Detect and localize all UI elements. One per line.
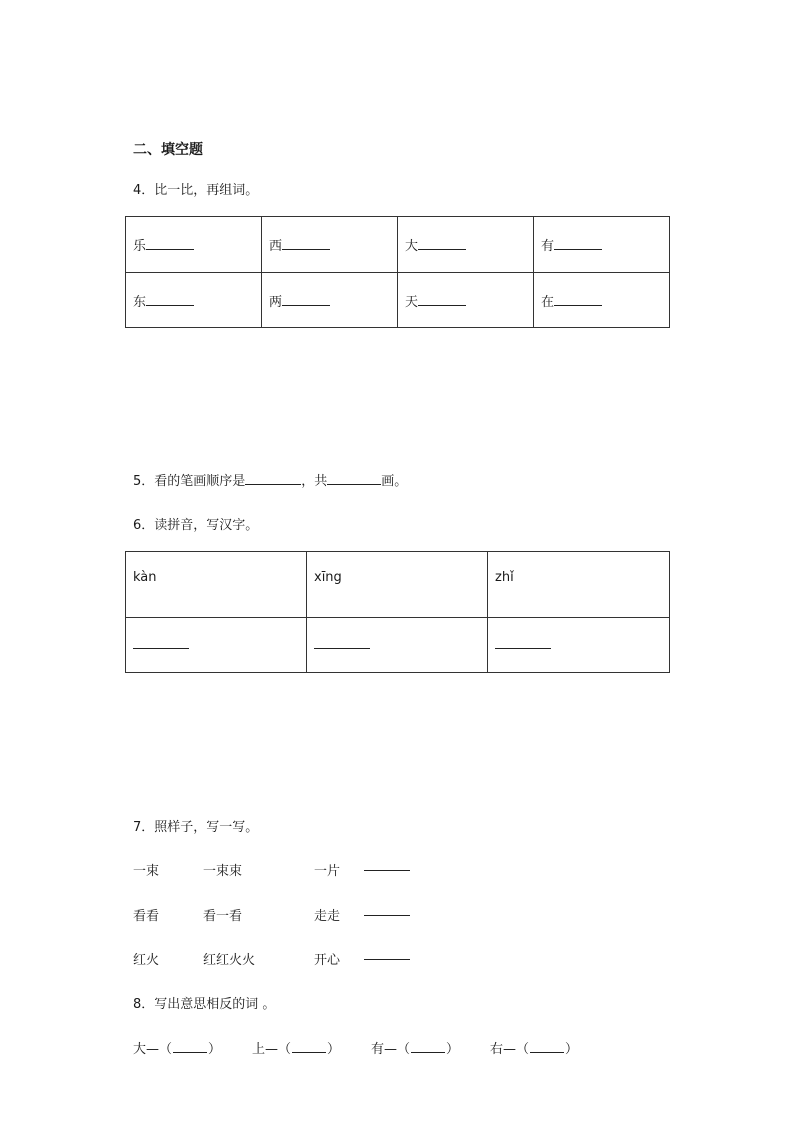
q5-middle: ，共 [301, 474, 328, 489]
q4-cell[interactable] [262, 273, 398, 328]
answer-blank[interactable] [364, 958, 410, 960]
q7-answer[interactable] [364, 860, 410, 875]
answer-blank[interactable] [364, 869, 410, 871]
answer-blank[interactable] [146, 248, 194, 250]
close-paren: ） [565, 1042, 579, 1057]
q7-prompt: 7．照样子，写一写。 [133, 820, 259, 835]
answer-blank[interactable] [411, 1051, 445, 1053]
answer-blank[interactable] [364, 914, 410, 916]
answer-blank[interactable] [173, 1051, 207, 1053]
q4-cell[interactable] [398, 273, 534, 328]
answer-blank[interactable] [554, 248, 602, 250]
q7-word: 看看 [133, 909, 160, 924]
q8-item [371, 1038, 459, 1057]
q4-char: 两 [269, 294, 283, 310]
q5-prefix: 5．看的笔画顺序是 [133, 474, 246, 489]
q4-row-1 [126, 217, 670, 273]
open-paren: （ [278, 1042, 292, 1057]
answer-blank[interactable] [418, 304, 466, 306]
q7-answer[interactable] [364, 905, 410, 920]
answer-blank[interactable] [327, 483, 381, 485]
q8-prompt: 8．写出意思相反的词 。 [133, 997, 276, 1012]
answer-blank[interactable] [282, 248, 330, 250]
pinyin-text: kàn [133, 570, 157, 585]
q4-cell[interactable] [398, 217, 534, 273]
answer-blank[interactable] [418, 248, 466, 250]
q4-cell[interactable] [126, 217, 262, 273]
q4-char: 乐 [133, 239, 147, 254]
q4-row-2 [126, 273, 670, 328]
q6-answer-cell[interactable] [126, 618, 307, 673]
q4-char: 有 [541, 239, 555, 254]
q5-suffix: 画。 [381, 474, 408, 489]
close-paren: ） [446, 1042, 460, 1057]
q4-table [125, 216, 670, 328]
q7-answer[interactable] [364, 949, 410, 964]
q4-cell[interactable] [126, 273, 262, 328]
answer-blank[interactable] [245, 483, 301, 485]
q6-prompt: 6．读拼音，写汉字。 [133, 518, 259, 533]
q8-item [490, 1038, 578, 1057]
q8-word: 右— [490, 1042, 517, 1057]
q4-char: 大 [405, 239, 419, 254]
pinyin-text: xīng [314, 570, 342, 585]
close-paren: ） [327, 1042, 341, 1057]
q6-pinyin-cell [126, 552, 307, 618]
pinyin-text: zhǐ [495, 570, 514, 585]
q6-table [125, 551, 670, 673]
q6-pinyin-cell [307, 552, 488, 618]
q4-char: 东 [133, 294, 147, 310]
q8-word: 有— [371, 1042, 398, 1057]
answer-blank[interactable] [495, 647, 551, 649]
q4-cell[interactable] [262, 217, 398, 273]
q4-cell[interactable] [534, 217, 670, 273]
open-paren: （ [397, 1042, 411, 1057]
q5-line [133, 470, 407, 489]
open-paren: （ [159, 1042, 173, 1057]
answer-blank[interactable] [314, 647, 370, 649]
q6-answer-cell[interactable] [307, 618, 488, 673]
q4-prompt: 4．比一比，再组词。 [133, 183, 259, 198]
q7-task: 一片 [314, 864, 341, 879]
q8-item [133, 1038, 221, 1057]
answer-blank[interactable] [133, 647, 189, 649]
q7-word: 红火 [133, 953, 160, 968]
q6-answer-cell[interactable] [488, 618, 670, 673]
answer-blank[interactable] [292, 1051, 326, 1053]
answer-blank[interactable] [282, 304, 330, 306]
q4-char: 在 [541, 294, 555, 310]
open-paren: （ [516, 1042, 530, 1057]
answer-blank[interactable] [530, 1051, 564, 1053]
q6-pinyin-cell [488, 552, 670, 618]
q8-word: 上— [252, 1042, 279, 1057]
close-paren: ） [208, 1042, 222, 1057]
q8-item [252, 1038, 340, 1057]
q7-example: 红红火火 [203, 953, 256, 968]
q7-example: 一束束 [203, 864, 243, 879]
answer-blank[interactable] [146, 304, 194, 306]
q7-example: 看一看 [203, 909, 243, 924]
q6-pinyin-row [126, 552, 670, 618]
q8-word: 大— [133, 1042, 160, 1057]
q7-task: 走走 [314, 909, 341, 924]
q4-char: 天 [405, 294, 419, 310]
q7-word: 一束 [133, 864, 160, 879]
q6-answer-row [126, 618, 670, 673]
section-title: 二、填空题 [133, 142, 203, 158]
q4-char: 西 [269, 239, 283, 254]
q7-task: 开心 [314, 953, 341, 968]
q4-cell[interactable] [534, 273, 670, 328]
answer-blank[interactable] [554, 304, 602, 306]
